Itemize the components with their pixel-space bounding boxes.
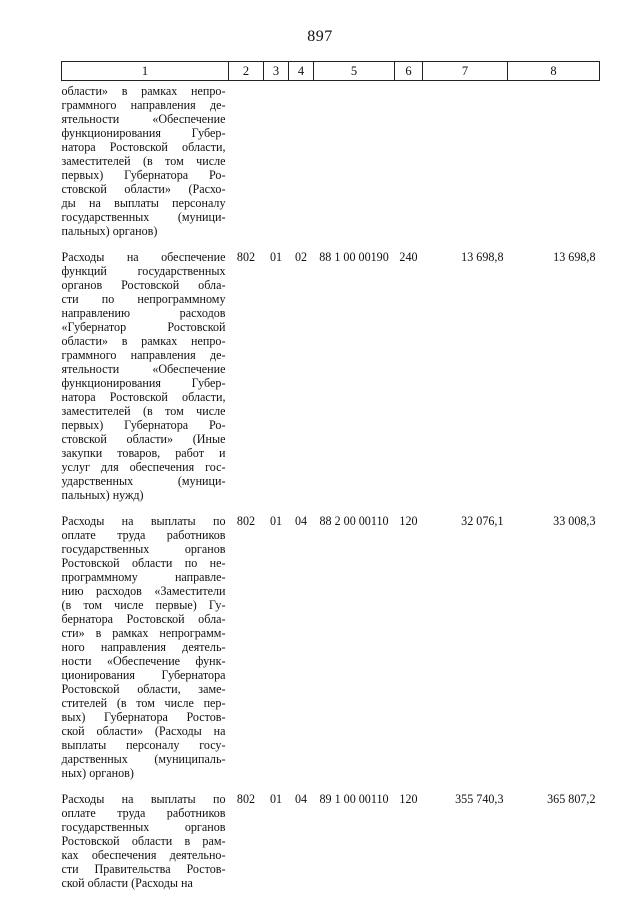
description-line: первых) Губернатора Ро- [61, 168, 226, 182]
table-header-row [62, 62, 600, 81]
table-row [62, 514, 600, 792]
description-line: пальных) органов) [61, 224, 158, 238]
description-line: ды на выплаты персоналу [61, 196, 226, 210]
description-line: натора Ростовской области, [61, 390, 226, 404]
description-line: Ростовской области, заме- [61, 682, 226, 696]
description-line: области» в рамках непро- [61, 84, 226, 98]
cell-section [264, 81, 289, 251]
description-line: стителей (в том числе пер- [61, 696, 226, 710]
description-line: государственных органов [61, 542, 226, 556]
column-header: 6 [395, 62, 423, 81]
cell-amount-year-2 [508, 81, 600, 251]
table-row [62, 792, 600, 890]
description-line: Расходы на выплаты по [61, 514, 226, 528]
cell-amount-year-2: 13 698,8 [553, 250, 596, 264]
description-line: стовской области» (Иные [61, 432, 226, 446]
description-line: сти Правительства Ростов- [61, 862, 226, 876]
description-line: вых) Губернатора Ростов- [61, 710, 226, 724]
column-header: 8 [508, 62, 600, 81]
description-line: функционирования Губер- [61, 376, 226, 390]
description-line: области» в рамках непро- [61, 334, 226, 348]
column-header: 7 [423, 62, 508, 81]
cell-section: 01 [269, 514, 283, 528]
cell-subsection [289, 81, 314, 251]
column-header: 3 [264, 62, 289, 81]
description-line: Расходы на выплаты по [61, 792, 226, 806]
row-description [62, 81, 229, 251]
column-header: 5 [314, 62, 395, 81]
description-line: бернатора Ростовской обла- [61, 612, 226, 626]
cell-amount-year-2: 365 807,2 [547, 792, 596, 806]
cell-amount-year-2: 33 008,3 [553, 514, 596, 528]
column-header: 1 [62, 62, 229, 81]
cell-subsection: 02 [294, 250, 308, 264]
description-line: программному направле- [61, 570, 226, 584]
description-line: ударственных (муници- [61, 474, 226, 488]
cell-subsection: 04 [294, 792, 308, 806]
cell-expense-type: 120 [399, 514, 418, 528]
cell-section: 01 [269, 792, 283, 806]
cell-expense-type [395, 81, 423, 251]
row-description [62, 514, 229, 792]
cell-department: 802 [236, 792, 256, 806]
cell-department: 802 [236, 250, 256, 264]
description-line: оплате труда работников [61, 528, 226, 542]
description-line: ного направления деятель- [61, 640, 226, 654]
cell-amount-year-1: 13 698,8 [461, 250, 504, 264]
description-line: государственных (муници- [61, 210, 226, 224]
description-line: граммного направления де- [61, 348, 226, 362]
cell-target-article: 88 1 00 00190 [319, 250, 389, 264]
description-line: ской области (Расходы на [61, 876, 193, 890]
row-description [62, 250, 229, 514]
description-line: ской области» (Расходы на [61, 724, 226, 738]
column-header: 4 [289, 62, 314, 81]
description-line: (в том числе первые) Гу- [61, 598, 226, 612]
description-line: «Губернатор Ростовской [61, 320, 226, 334]
description-line: ных) органов) [61, 766, 134, 780]
description-line: услуг для обеспечения гос- [61, 460, 226, 474]
description-line: граммного направления де- [61, 98, 226, 112]
description-line: функционирования Губер- [61, 126, 226, 140]
description-line: натора Ростовской области, [61, 140, 226, 154]
description-line: заместителей (в том числе [61, 404, 226, 418]
description-line: ятельности «Обеспечение [61, 362, 226, 376]
description-line: сти» в рамках непрограмм- [61, 626, 226, 640]
cell-target-article: 89 1 00 00110 [319, 792, 389, 806]
description-line: органов Ростовской обла- [61, 278, 226, 292]
table-body [62, 81, 600, 891]
table-row [62, 81, 600, 251]
description-line: Ростовской области в рам- [61, 834, 226, 848]
cell-department: 802 [236, 514, 256, 528]
description-line: заместителей (в том числе [61, 154, 226, 168]
description-line: оплате труда работников [61, 806, 226, 820]
description-line: первых) Губернатора Ро- [61, 418, 226, 432]
description-line: государственных органов [61, 820, 226, 834]
cell-expense-type: 240 [399, 250, 418, 264]
cell-amount-year-1 [423, 81, 508, 251]
row-description [62, 792, 229, 890]
description-line: нию расходов «Заместители [61, 584, 226, 598]
description-line: выплаты персоналу госу- [61, 738, 226, 752]
description-line: пальных) нужд) [61, 488, 144, 502]
description-line: стовской области» (Расхо- [61, 182, 226, 196]
page-number: 897 [307, 28, 333, 45]
description-line: Расходы на обеспечение [61, 250, 226, 264]
cell-target-article [314, 81, 395, 251]
budget-table [61, 61, 600, 890]
column-header: 2 [229, 62, 264, 81]
table-row [62, 250, 600, 514]
description-line: Ростовской области по не- [61, 556, 226, 570]
description-line: ятельности «Обеспечение [61, 112, 226, 126]
description-line: ционирования Губернатора [61, 668, 226, 682]
description-line: дарственных (муниципаль- [61, 752, 226, 766]
cell-target-article: 88 2 00 00110 [319, 514, 389, 528]
description-line: направлению расходов [61, 306, 226, 320]
description-line: ках обеспечения деятельно- [61, 848, 226, 862]
description-line: функций государственных [61, 264, 226, 278]
cell-expense-type: 120 [399, 792, 418, 806]
cell-section: 01 [269, 250, 283, 264]
description-line: сти по непрограммному [61, 292, 226, 306]
description-line: ности «Обеспечение функ- [61, 654, 226, 668]
cell-subsection: 04 [294, 514, 308, 528]
cell-amount-year-1: 32 076,1 [461, 514, 504, 528]
cell-department [229, 81, 264, 251]
cell-amount-year-1: 355 740,3 [455, 792, 504, 806]
description-line: закупки товаров, работ и [61, 446, 226, 460]
